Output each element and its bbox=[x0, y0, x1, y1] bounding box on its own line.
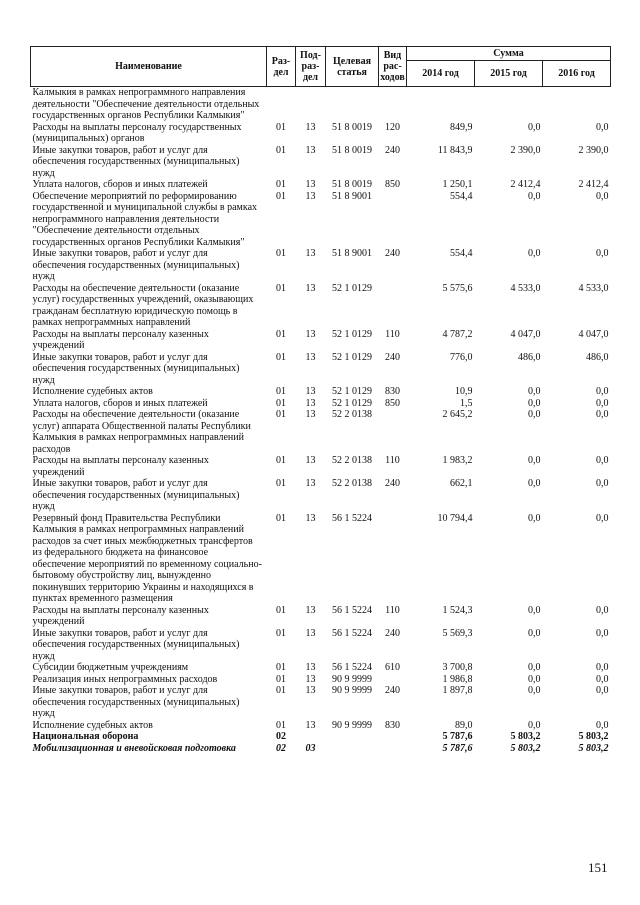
cell-2015: 0,0 bbox=[528, 386, 541, 397]
cell-vid: 830 bbox=[385, 719, 400, 731]
cell-2014: 10 794,4 bbox=[437, 512, 473, 524]
table-header bbox=[31, 47, 611, 87]
cell-2014: 1 524,3 bbox=[442, 604, 473, 616]
cell-vid: 240 bbox=[385, 627, 400, 639]
cell-2016: 0,0 bbox=[596, 512, 609, 524]
cell-podrazdel: 13 bbox=[305, 121, 316, 133]
cell-2016: 0,0 bbox=[596, 121, 609, 133]
cell-2014: 5 575,6 bbox=[442, 282, 473, 294]
cell-vid: 240 bbox=[385, 478, 400, 489]
cell-razdel bbox=[267, 87, 296, 122]
cell-name: Расходы на выплаты персоналу казенных учреждений bbox=[32, 604, 209, 627]
cell-razdel: 02 bbox=[276, 731, 286, 742]
cell-2014: 10,9 bbox=[455, 386, 473, 397]
cell-vid: 610 bbox=[385, 662, 400, 673]
cell-podrazdel: 13 bbox=[305, 282, 316, 294]
table-row bbox=[31, 283, 611, 329]
cell-name: Иные закупки товаров, работ и услуг для обеспечения государственных (муниципальных) нужд bbox=[32, 685, 240, 719]
cell-2016: 0,0 bbox=[596, 719, 609, 731]
cell-vid bbox=[379, 731, 407, 743]
cell-target: 51 8 9001 bbox=[332, 248, 372, 259]
cell-vid: 240 bbox=[385, 248, 400, 259]
cell-2016: 2 412,4 bbox=[578, 179, 609, 190]
cell-target: 52 1 0129 bbox=[332, 386, 372, 397]
cell-podrazdel: 13 bbox=[305, 351, 316, 363]
cell-name: Реализация иных непрограммных расходов bbox=[32, 673, 218, 685]
table-row bbox=[31, 179, 611, 191]
cell-vid bbox=[379, 674, 407, 686]
cell-2014: 849,9 bbox=[450, 121, 473, 133]
cell-target bbox=[326, 731, 379, 743]
cell-target: 52 1 0129 bbox=[332, 328, 372, 340]
cell-2014: 1 897,8 bbox=[442, 685, 473, 696]
budget-table bbox=[30, 46, 611, 754]
cell-2014: 5 787,6 bbox=[442, 742, 473, 754]
cell-name: Иные закупки товаров, работ и услуг для обеспечения государственных (муниципальных) нужд bbox=[32, 478, 240, 512]
cell-podrazdel: 13 bbox=[305, 627, 316, 639]
table-row bbox=[31, 352, 611, 387]
cell-podrazdel: 13 bbox=[305, 386, 316, 397]
cell-name: Субсидии бюджетным учреждениям bbox=[32, 662, 189, 673]
cell-razdel: 01 bbox=[276, 248, 286, 259]
header-sum: Сумма bbox=[407, 47, 611, 61]
cell-name: Иные закупки товаров, работ и услуг для обеспечения государственных (муниципальных) нужд bbox=[32, 351, 240, 386]
cell-2016: 0,0 bbox=[596, 662, 609, 673]
cell-target: 52 1 0129 bbox=[332, 351, 372, 363]
header-podrazdel: Под- раз- дел bbox=[296, 47, 326, 87]
cell-2014: 5 569,3 bbox=[442, 627, 473, 639]
cell-2015: 5 803,2 bbox=[510, 731, 541, 742]
cell-vid: 240 bbox=[385, 144, 400, 156]
cell-2015: 5 803,2 bbox=[510, 742, 541, 754]
cell-2016: 0,0 bbox=[596, 673, 609, 685]
cell-razdel: 01 bbox=[276, 397, 286, 409]
header-vid: Вид рас- ходов bbox=[379, 47, 407, 87]
header-razdel: Раз- дел bbox=[267, 47, 296, 87]
cell-razdel: 01 bbox=[276, 144, 286, 156]
cell-podrazdel: 13 bbox=[305, 512, 316, 524]
header-year-2016: 2016 год bbox=[543, 61, 611, 87]
cell-podrazdel: 13 bbox=[305, 673, 316, 685]
cell-podrazdel: 13 bbox=[305, 248, 316, 259]
table-row bbox=[31, 398, 611, 410]
cell-vid: 850 bbox=[385, 397, 400, 409]
cell-podrazdel bbox=[296, 731, 326, 743]
cell-2015: 0,0 bbox=[528, 409, 541, 420]
cell-target: 52 2 0138 bbox=[332, 478, 372, 489]
cell-name: Калмыкия в рамках непрограммного направления деятельности "Обеспечение деятельности отдельных государственных органов Республики Калмыкия" bbox=[32, 87, 260, 121]
table-row bbox=[31, 674, 611, 686]
cell-2016: 0,0 bbox=[596, 248, 609, 259]
cell-vid bbox=[379, 513, 407, 605]
cell-2016: 0,0 bbox=[596, 685, 609, 696]
cell-target bbox=[326, 87, 379, 122]
cell-razdel: 02 bbox=[276, 742, 286, 754]
table-row bbox=[31, 720, 611, 732]
cell-vid: 110 bbox=[385, 455, 400, 466]
cell-name: Мобилизационная и вневойсковая подготовка bbox=[32, 742, 236, 754]
cell-name: Резервный фонд Правительства Республики Калмыкия в рамках непрограммных направлений расходов за счет иных межбюджетных трансфертов из федерального бюджета на финансовое обеспечение мероприятий по временному социально-бытовому обустройству лиц, вынужденно покинувших территорию Украины и находящихся в пунктах временного размещения bbox=[32, 512, 262, 604]
header-name: Наименование bbox=[31, 47, 267, 87]
cell-2015: 0,0 bbox=[528, 662, 541, 673]
cell-vid: 120 bbox=[385, 121, 400, 133]
cell-2016: 0,0 bbox=[596, 397, 609, 409]
cell-name: Обеспечение мероприятий по реформированию государственной и муниципальной службы в рамках непрограммного направления деятельности "Обеспечение деятельности отдельных государственных органов Республики Калмыкия" bbox=[32, 190, 258, 248]
cell-podrazdel: 13 bbox=[305, 409, 316, 420]
table-row bbox=[31, 455, 611, 478]
cell-vid: 110 bbox=[385, 604, 400, 616]
cell-2015: 0,0 bbox=[528, 248, 541, 259]
cell-2015: 0,0 bbox=[528, 673, 541, 685]
cell-vid: 240 bbox=[385, 351, 400, 363]
cell-2015: 0,0 bbox=[528, 512, 541, 524]
cell-name: Иные закупки товаров, работ и услуг для обеспечения государственных (муниципальных) нужд bbox=[32, 627, 240, 662]
cell-razdel: 01 bbox=[276, 627, 286, 639]
cell-2014: 5 787,6 bbox=[442, 731, 473, 742]
cell-razdel: 01 bbox=[276, 351, 286, 363]
cell-target: 56 1 5224 bbox=[332, 604, 372, 616]
cell-2016: 0,0 bbox=[596, 455, 609, 466]
cell-2014: 1 250,1 bbox=[442, 179, 473, 190]
cell-2016: 486,0 bbox=[586, 351, 609, 363]
cell-podrazdel: 13 bbox=[305, 685, 316, 696]
header-year-2014: 2014 год bbox=[407, 61, 475, 87]
cell-2016: 5 803,2 bbox=[578, 731, 609, 742]
cell-name: Расходы на обеспечение деятельности (оказание услуг) аппарата Общественной палаты Республики Калмыкия в рамках непрограммных направлений расходов bbox=[32, 409, 251, 455]
cell-2015: 0,0 bbox=[528, 121, 541, 133]
cell-razdel: 01 bbox=[276, 662, 286, 673]
table-row bbox=[31, 329, 611, 352]
cell-target bbox=[326, 743, 379, 755]
cell-vid bbox=[379, 743, 407, 755]
cell-razdel: 01 bbox=[276, 604, 286, 616]
table-row bbox=[31, 743, 611, 755]
cell-vid: 850 bbox=[385, 179, 400, 190]
cell-razdel: 01 bbox=[276, 478, 286, 489]
cell-2016: 4 047,0 bbox=[578, 328, 609, 340]
cell-2016: 2 390,0 bbox=[578, 144, 609, 156]
table-row bbox=[31, 478, 611, 513]
cell-2016: 4 533,0 bbox=[578, 282, 609, 294]
cell-2015: 0,0 bbox=[528, 397, 541, 409]
cell-2016: 0,0 bbox=[596, 478, 609, 489]
cell-name: Иные закупки товаров, работ и услуг для обеспечения государственных (муниципальных) нужд bbox=[32, 144, 240, 179]
cell-2015: 0,0 bbox=[528, 190, 541, 202]
cell-target: 52 2 0138 bbox=[332, 455, 372, 466]
cell-razdel: 01 bbox=[276, 179, 286, 190]
cell-vid: 110 bbox=[385, 328, 400, 340]
cell-target: 90 9 9999 bbox=[332, 685, 372, 696]
cell-2016: 5 803,2 bbox=[578, 742, 609, 754]
cell-2015: 0,0 bbox=[528, 478, 541, 489]
cell-target: 90 9 9999 bbox=[332, 719, 372, 731]
cell-target: 51 8 0019 bbox=[332, 179, 372, 190]
cell-name: Уплата налогов, сборов и иных платежей bbox=[32, 397, 208, 409]
cell-podrazdel: 13 bbox=[305, 719, 316, 731]
cell-podrazdel: 13 bbox=[305, 179, 316, 190]
cell-podrazdel: 13 bbox=[305, 478, 316, 489]
cell-2015: 2 390,0 bbox=[510, 144, 541, 156]
cell-name: Национальная оборона bbox=[32, 731, 139, 742]
table-row bbox=[31, 248, 611, 283]
cell-vid bbox=[379, 191, 407, 249]
cell-name: Расходы на выплаты персоналу государственных (муниципальных) органов bbox=[32, 121, 242, 144]
cell-2014 bbox=[407, 87, 475, 122]
cell-2014: 776,0 bbox=[450, 351, 473, 363]
cell-2015: 0,0 bbox=[528, 455, 541, 466]
cell-razdel: 01 bbox=[276, 386, 286, 397]
table-row bbox=[31, 145, 611, 180]
cell-target: 52 1 0129 bbox=[332, 282, 372, 294]
cell-podrazdel: 13 bbox=[305, 662, 316, 673]
cell-target: 51 8 0019 bbox=[332, 121, 372, 133]
table-row bbox=[31, 409, 611, 455]
cell-2015 bbox=[475, 87, 543, 122]
cell-razdel: 01 bbox=[276, 455, 286, 466]
cell-podrazdel: 13 bbox=[305, 328, 316, 340]
cell-podrazdel: 13 bbox=[305, 190, 316, 202]
cell-razdel: 01 bbox=[276, 190, 286, 202]
cell-razdel: 01 bbox=[276, 673, 286, 685]
cell-2016 bbox=[543, 87, 611, 122]
cell-podrazdel: 13 bbox=[305, 604, 316, 616]
cell-2014: 662,1 bbox=[450, 478, 473, 489]
table-row bbox=[31, 87, 611, 122]
cell-razdel: 01 bbox=[276, 512, 286, 524]
cell-2015: 0,0 bbox=[528, 627, 541, 639]
cell-vid: 240 bbox=[385, 685, 400, 696]
cell-podrazdel: 13 bbox=[305, 144, 316, 156]
table-row bbox=[31, 628, 611, 663]
cell-razdel: 01 bbox=[276, 328, 286, 340]
cell-2016: 0,0 bbox=[596, 190, 609, 202]
cell-2014: 1 983,2 bbox=[442, 455, 473, 466]
budget-page bbox=[30, 46, 610, 754]
cell-target: 51 8 0019 bbox=[332, 144, 372, 156]
table-row bbox=[31, 662, 611, 674]
cell-name: Иные закупки товаров, работ и услуг для обеспечения государственных (муниципальных) нужд bbox=[32, 248, 240, 282]
cell-2015: 4 047,0 bbox=[510, 328, 541, 340]
header-target: Целевая статья bbox=[326, 47, 379, 87]
table-body bbox=[31, 87, 611, 755]
cell-2016: 0,0 bbox=[596, 627, 609, 639]
table-row bbox=[31, 122, 611, 145]
cell-2014: 11 843,9 bbox=[437, 144, 473, 156]
cell-name: Уплата налогов, сборов и иных платежей bbox=[32, 179, 208, 190]
cell-2015: 2 412,4 bbox=[510, 179, 541, 190]
cell-2014: 89,0 bbox=[455, 719, 473, 731]
cell-2015: 0,0 bbox=[528, 719, 541, 731]
cell-2015: 4 533,0 bbox=[510, 282, 541, 294]
cell-2014: 554,4 bbox=[450, 190, 473, 202]
cell-razdel: 01 bbox=[276, 719, 286, 731]
page-number: 151 bbox=[588, 860, 608, 875]
cell-2014: 1,5 bbox=[460, 397, 473, 409]
header-year-2015: 2015 год bbox=[475, 61, 543, 87]
cell-podrazdel: 13 bbox=[305, 397, 316, 409]
cell-vid bbox=[379, 409, 407, 455]
cell-podrazdel: 03 bbox=[305, 742, 316, 754]
cell-2014: 554,4 bbox=[450, 248, 473, 259]
cell-2016: 0,0 bbox=[596, 604, 609, 616]
table-row bbox=[31, 191, 611, 249]
cell-razdel: 01 bbox=[276, 121, 286, 133]
cell-vid bbox=[379, 283, 407, 329]
cell-target: 51 8 9001 bbox=[332, 190, 372, 202]
cell-target: 56 1 5224 bbox=[332, 627, 372, 639]
cell-2016: 0,0 bbox=[596, 409, 609, 420]
cell-2015: 0,0 bbox=[528, 685, 541, 696]
cell-name: Расходы на выплаты персоналу казенных учреждений bbox=[32, 328, 209, 351]
cell-2016: 0,0 bbox=[596, 386, 609, 397]
cell-2014: 3 700,8 bbox=[442, 662, 473, 673]
cell-name: Расходы на обеспечение деятельности (оказание услуг) государственных учреждений, оказывающих гражданам бесплатную юридическую помощь в рамках непрограммных направлений bbox=[32, 282, 254, 328]
table-row bbox=[31, 685, 611, 720]
cell-razdel: 01 bbox=[276, 685, 286, 696]
cell-razdel: 01 bbox=[276, 409, 286, 420]
cell-target: 52 2 0138 bbox=[332, 409, 372, 420]
table-row bbox=[31, 605, 611, 628]
cell-2015: 486,0 bbox=[518, 351, 541, 363]
table-row bbox=[31, 386, 611, 398]
cell-2014: 4 787,2 bbox=[442, 328, 473, 340]
table-row bbox=[31, 731, 611, 743]
cell-vid: 830 bbox=[385, 386, 400, 397]
cell-name: Расходы на выплаты персоналу казенных учреждений bbox=[32, 455, 209, 478]
cell-target: 56 1 5224 bbox=[332, 512, 372, 524]
cell-name: Исполнение судебных актов bbox=[32, 719, 153, 731]
cell-target: 52 1 0129 bbox=[332, 397, 372, 409]
cell-target: 56 1 5224 bbox=[332, 662, 372, 673]
cell-2015: 0,0 bbox=[528, 604, 541, 616]
cell-name: Исполнение судебных актов bbox=[32, 386, 153, 397]
cell-2014: 1 986,8 bbox=[442, 673, 473, 685]
table-row bbox=[31, 513, 611, 605]
cell-target: 90 9 9999 bbox=[332, 673, 372, 685]
cell-podrazdel: 13 bbox=[305, 455, 316, 466]
cell-2014: 2 645,2 bbox=[442, 409, 473, 420]
cell-podrazdel bbox=[296, 87, 326, 122]
cell-vid bbox=[379, 87, 407, 122]
cell-razdel: 01 bbox=[276, 282, 286, 294]
